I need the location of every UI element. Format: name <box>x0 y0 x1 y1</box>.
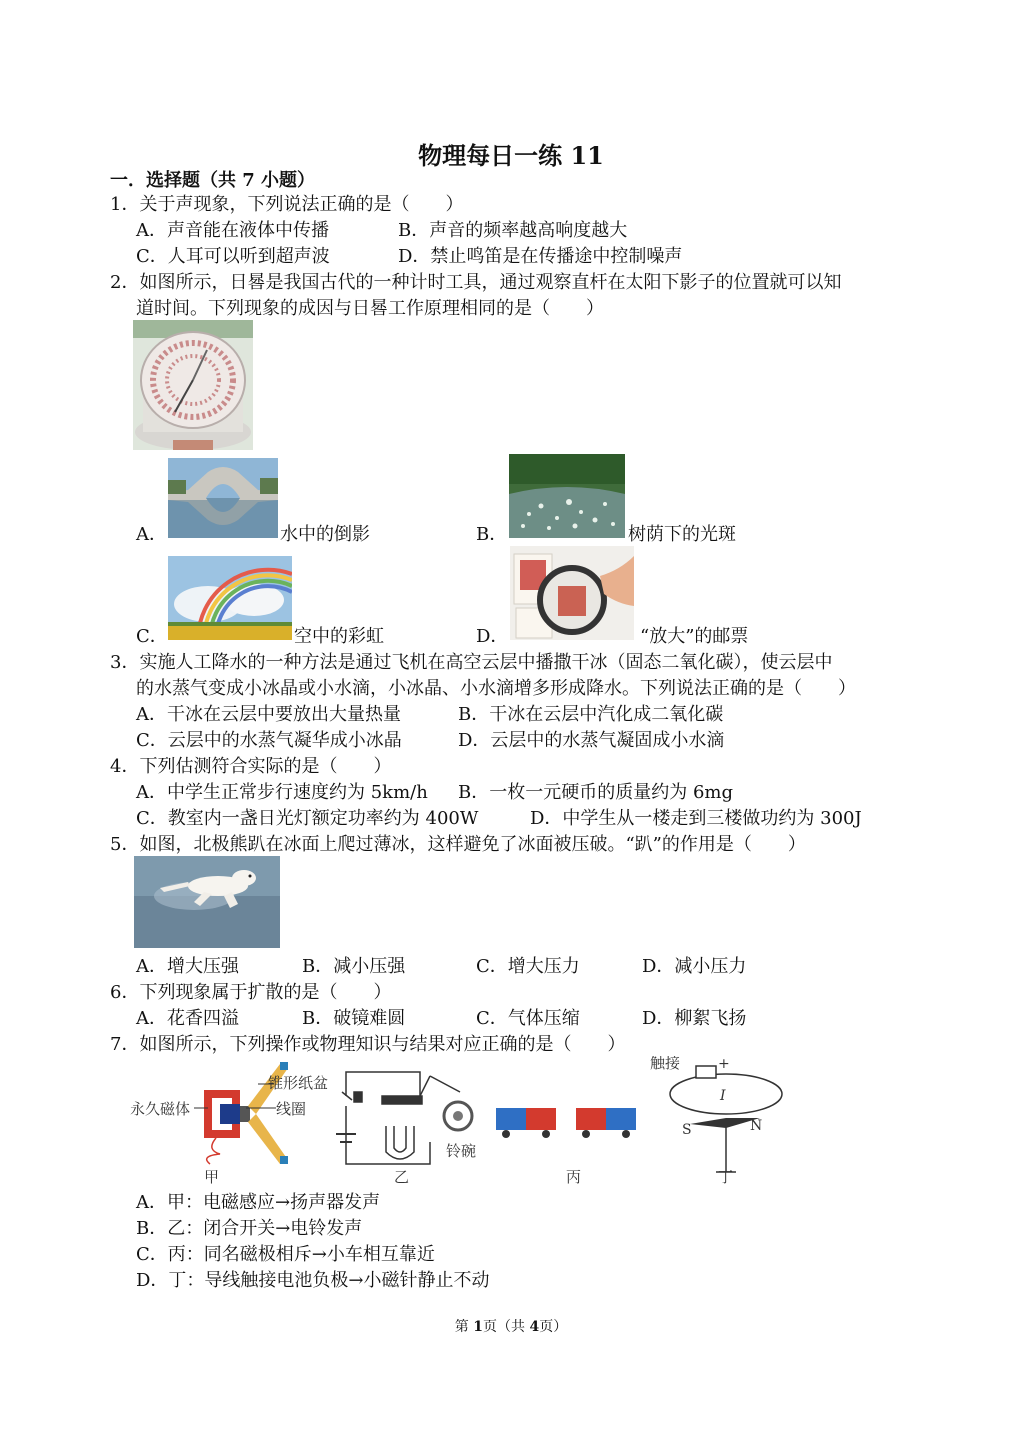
polar-bear-on-ice-image <box>134 856 280 948</box>
sundial-image <box>133 320 253 450</box>
q6-option-c: C．气体压缩 <box>476 1008 580 1029</box>
q7-option-b: B．乙：闭合开关→电铃发声 <box>136 1218 363 1239</box>
q7-option-a: A．甲：电磁感应→扬声器发声 <box>136 1192 381 1213</box>
q3-option-c: C．云层中的水蒸气凝华成小冰晶 <box>136 730 402 751</box>
label-bell: 铃碗 <box>446 1142 477 1160</box>
q2-option-b-text: 树荫下的光斑 <box>628 524 736 545</box>
page-footer <box>0 1316 1022 1336</box>
q2-option-c-text: 空中的彩虹 <box>294 626 384 647</box>
q2-option-d-text: “放大”的邮票 <box>640 626 749 647</box>
footer-prefix: 第 <box>454 1319 474 1335</box>
q6-option-b: B．破镜难圆 <box>302 1008 406 1029</box>
q1-option-c: C．人耳可以听到超声波 <box>136 246 330 267</box>
q6-option-d: D．柳絮飞扬 <box>642 1008 747 1029</box>
q3-option-a: A．干冰在云层中要放出大量热量 <box>136 704 401 725</box>
q1-option-a: A．声音能在液体中传播 <box>136 220 329 241</box>
q7-option-d: D．丁：导线触接电池负极→小磁针静止不动 <box>136 1270 490 1291</box>
label-ding: 丁 <box>718 1168 734 1186</box>
q5-option-b: B．减小压强 <box>302 956 406 977</box>
q4-option-c: C．教室内一盏日光灯额定功率约为 400W <box>136 808 479 829</box>
q3-stem-line2: 的水蒸气变成小冰晶或小水滴，小冰晶、小水滴增多形成降水。下列说法正确的是（ ） <box>136 678 856 699</box>
q5-option-d: D．减小压力 <box>642 956 747 977</box>
label-yi: 乙 <box>394 1168 410 1186</box>
q6-option-a: A．花香四溢 <box>136 1008 239 1029</box>
q4-option-d: D．中学生从一楼走到三楼做功约为 300J <box>530 808 862 829</box>
q4-stem: 4．下列估测符合实际的是（ ） <box>110 756 392 777</box>
q2-option-a-text: 水中的倒影 <box>280 524 370 545</box>
q1-option-b: B．声音的频率越高响度越大 <box>398 220 628 241</box>
label-jia: 甲 <box>204 1168 220 1186</box>
q5-stem: 5．如图，北极熊趴在冰面上爬过薄冰，这样避免了冰面被压破。“趴”的作用是（ ） <box>110 834 806 855</box>
q2-stem-line2: 道时间。下列现象的成因与日晷工作原理相同的是（ ） <box>136 298 604 319</box>
q2-option-b-letter: B． <box>476 524 508 545</box>
footer-suffix: 页） <box>539 1319 568 1335</box>
q4-option-b: B．一枚一元硬币的质量约为 6mg <box>458 782 733 803</box>
q5-option-a: A．增大压强 <box>136 956 239 977</box>
label-coil: 线圈 <box>276 1100 307 1118</box>
label-bing: 丙 <box>566 1168 582 1186</box>
section-heading: 一．选择题（共 7 小题） <box>110 170 316 191</box>
bridge-reflection-image <box>168 458 278 538</box>
label-touch: 触接 <box>650 1056 681 1072</box>
footer-page-number: 1 <box>473 1319 483 1335</box>
label-n: N <box>750 1118 763 1134</box>
label-cone: 锥形纸盆 <box>268 1074 329 1092</box>
q6-stem: 6．下列现象属于扩散的是（ ） <box>110 982 392 1003</box>
q4-option-a: A．中学生正常步行速度约为 5km/h <box>136 782 428 803</box>
q7-option-c: C．丙：同名磁极相斥→小车相互靠近 <box>136 1244 435 1265</box>
q1-option-d: D．禁止鸣笛是在传播途中控制噪声 <box>398 246 683 267</box>
q3-option-b: B．干冰在云层中汽化成二氧化碳 <box>458 704 724 725</box>
q3-stem-line1: 3．实施人工降水的一种方法是通过飞机在高空云层中播撒干冰（固态二氧化碳），使云层中 <box>110 652 833 673</box>
q7-figure-strip <box>130 1056 790 1186</box>
label-current: I <box>720 1088 726 1104</box>
q5-option-c: C．增大压力 <box>476 956 580 977</box>
q2-option-a-letter: A． <box>136 524 167 545</box>
page-title: 物理每日一练 11 <box>418 141 604 170</box>
label-plus: + <box>718 1056 730 1072</box>
q2-option-c-letter: C． <box>136 626 168 647</box>
q7-stem: 7．如图所示，下列操作或物理知识与结果对应正确的是（ ） <box>110 1034 626 1055</box>
q2-stem-line1: 2．如图所示，日晷是我国古代的一种计时工具，通过观察直杆在太阳下影子的位置就可以知 <box>110 272 842 293</box>
q3-option-d: D．云层中的水蒸气凝固成小水滴 <box>458 730 725 751</box>
magnified-stamp-image <box>510 546 634 640</box>
q1-stem: 1．关于声现象，下列说法正确的是（ ） <box>110 194 464 215</box>
label-s: S <box>682 1122 692 1138</box>
q2-option-d-letter: D． <box>476 626 509 647</box>
rainbow-image <box>168 556 292 640</box>
tree-shade-light-spots-image <box>509 454 625 538</box>
footer-total-pages: 4 <box>529 1319 540 1335</box>
label-permanent-magnet: 永久磁体 <box>130 1100 191 1118</box>
magnet-cars-diagram <box>496 1108 636 1138</box>
electric-bell-diagram <box>336 1072 460 1164</box>
footer-middle: 页（共 <box>483 1319 530 1335</box>
